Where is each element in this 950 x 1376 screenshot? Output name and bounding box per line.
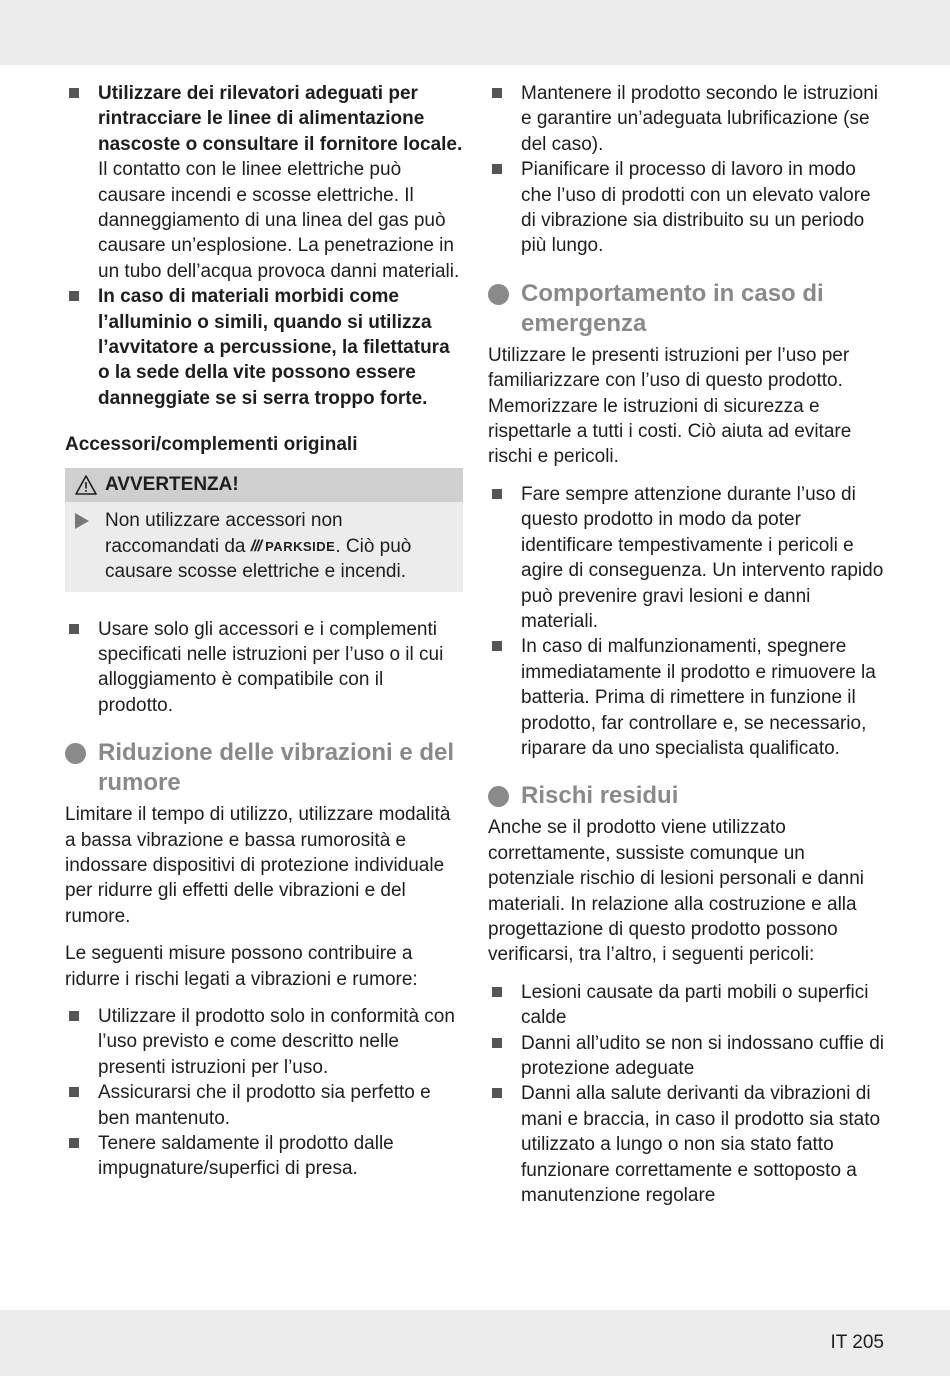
list-item xyxy=(488,482,888,634)
square-bullet-icon xyxy=(69,1087,79,1097)
parkside-logo xyxy=(251,534,336,559)
square-bullet-icon xyxy=(69,88,79,98)
square-bullet-icon xyxy=(69,291,79,301)
list-item xyxy=(488,980,888,1031)
list-item xyxy=(65,1131,463,1182)
body-text: Utilizzare il prodotto solo in conformità con l’uso previsto e come descritto nelle presenti istruzioni per l’uso. xyxy=(98,1005,455,1078)
body-text: Assicurarsi che il prodotto sia perfetto e ben mantenuto. xyxy=(98,1082,431,1129)
warning-triangle-icon xyxy=(75,475,97,495)
square-bullet-icon xyxy=(69,1138,79,1148)
body-text: Il contatto con le linee elettriche può causare incendi e scosse elettriche. Il danneggiamento di una linea del gas può causare un’esplosione. La penetrazione in un tubo dell’acqua provoca danni materiali. xyxy=(98,159,460,282)
header-bar xyxy=(0,0,950,65)
bullet-list xyxy=(488,81,888,259)
logo-text: PARKSIDE xyxy=(265,538,336,554)
paragraph: Anche se il prodotto viene utilizzato correttamente, sussiste comunque un potenziale rischio di lesioni personali e danni materiali. In relazione alla costruzione e alla progettazione di questo prodotto possono verificarsi, tra l’altro, i seguenti pericoli: xyxy=(488,817,865,966)
page-number: IT 205 xyxy=(830,1332,884,1353)
square-bullet-icon xyxy=(492,641,502,651)
body-text: Danni alla salute derivanti da vibrazioni di mani e braccia, in caso il prodotto sia stato utilizzato a lungo o non sia stato fatto funzionare correttamente e sottoposto a manutenzione regolare xyxy=(521,1083,881,1207)
body-text: Mantenere il prodotto secondo le istruzioni e garantire un’adeguata lubrificazione (se del caso). xyxy=(521,83,878,155)
paragraph: Limitare il tempo di utilizzo, utilizzare modalità a bassa vibrazione e bassa rumorosità e indossare dispositivi di protezione individuale per ridurre gli effetti delle vibrazioni e del rumore. xyxy=(65,804,451,927)
body-text: Usare solo gli accessori e i complementi specificati nelle istruzioni per l’uso o il cui alloggiamento è compatibile con il prodotto. xyxy=(98,618,444,716)
body-text: Tenere saldamente il prodotto dalle impugnature/superfici di presa. xyxy=(98,1133,394,1180)
arrow-right-icon xyxy=(75,513,89,529)
list-item xyxy=(65,284,463,411)
left-column xyxy=(65,81,463,1182)
square-bullet-icon xyxy=(492,88,502,98)
bold-text: Utilizzare dei rilevatori adeguati per rintracciare le linee di alimentazione nascoste o consultare il fornitore locale. xyxy=(98,83,463,155)
square-bullet-icon xyxy=(492,489,502,499)
paragraph: Le seguenti misure possono contribuire a ridurre i rischi legati a vibrazioni e rumore: xyxy=(65,943,418,990)
square-bullet-icon xyxy=(492,164,502,174)
section-heading xyxy=(488,781,888,811)
bullet-list xyxy=(65,81,463,411)
heading-text: Rischi residui xyxy=(521,782,679,810)
bullet-list xyxy=(65,1004,463,1182)
section-heading: Accessori/complementi originali xyxy=(65,434,358,456)
bullet-list xyxy=(65,617,463,719)
body-text: Lesioni causate da parti mobili o superfici calde xyxy=(521,981,869,1029)
paragraph: Utilizzare le presenti istruzioni per l’uso per familiarizzare con l’uso di questo prodotto. Memorizzare le istruzioni di sicurezza e rispettarle a tutti i costi. Ciò aiuta ad evitare rischi e pericoli. xyxy=(488,344,852,468)
warning-title: AVVERTENZA! xyxy=(105,474,239,496)
heading-text: Comportamento in caso di emergenza xyxy=(521,279,824,337)
list-item xyxy=(488,1081,888,1208)
list-item xyxy=(65,1004,463,1080)
circle-bullet-icon xyxy=(488,786,509,807)
section-heading xyxy=(488,279,888,339)
body-text: Fare sempre attenzione durante l’uso di questo prodotto in modo da poter identificare tempestivamente i pericoli e agire di conseguenza. Un intervento rapido può prevenire gravi lesioni e danni materiali. xyxy=(521,483,884,632)
square-bullet-icon xyxy=(492,987,502,997)
warning-box xyxy=(65,468,463,591)
warning-text-start: Non utilizzare accessori non raccomandati da xyxy=(105,510,343,557)
list-item xyxy=(65,617,463,719)
heading-text: Riduzione delle vibrazioni e del rumore xyxy=(98,739,455,797)
list-item xyxy=(488,157,888,259)
square-bullet-icon xyxy=(492,1038,502,1048)
square-bullet-icon xyxy=(492,1088,502,1098)
list-item xyxy=(488,81,888,157)
bullet-list xyxy=(488,482,888,761)
bold-text: In caso di materiali morbidi come l’alluminio o simili, quando si utilizza l’avvitatore a percussione, la filettatura o la sede della vite possono essere danneggiate se si serra troppo forte. xyxy=(98,286,450,409)
square-bullet-icon xyxy=(69,624,79,634)
right-column xyxy=(488,81,888,1208)
circle-bullet-icon xyxy=(488,284,509,305)
list-item xyxy=(65,81,463,284)
list-item xyxy=(488,634,888,761)
section-heading xyxy=(65,738,463,798)
body-text: Pianificare il processo di lavoro in modo che l’uso di prodotti con un elevato valore di vibrazione sia distribuito su un periodo più lungo. xyxy=(521,159,871,257)
body-text: Danni all’udito se non si indossano cuffie di protezione adeguate xyxy=(521,1032,884,1079)
square-bullet-icon xyxy=(69,1011,79,1021)
warning-text xyxy=(65,502,463,591)
warning-text-end: . Ciò può causare scosse elettriche e incendi. xyxy=(105,535,412,583)
list-item xyxy=(65,1080,463,1131)
bullet-list xyxy=(488,980,888,1209)
logo-mark: /// xyxy=(250,537,262,555)
circle-bullet-icon xyxy=(65,743,86,764)
body-text: In caso di malfunzionamenti, spegnere immediatamente il prodotto e rimuovere la batteria. Prima di rimettere in funzione il prodotto, far controllare e, se necessario, riparare da uno specialista qualificato. xyxy=(521,636,876,759)
footer-bar xyxy=(0,1310,950,1376)
list-item xyxy=(488,1031,888,1082)
warning-header xyxy=(65,468,463,502)
